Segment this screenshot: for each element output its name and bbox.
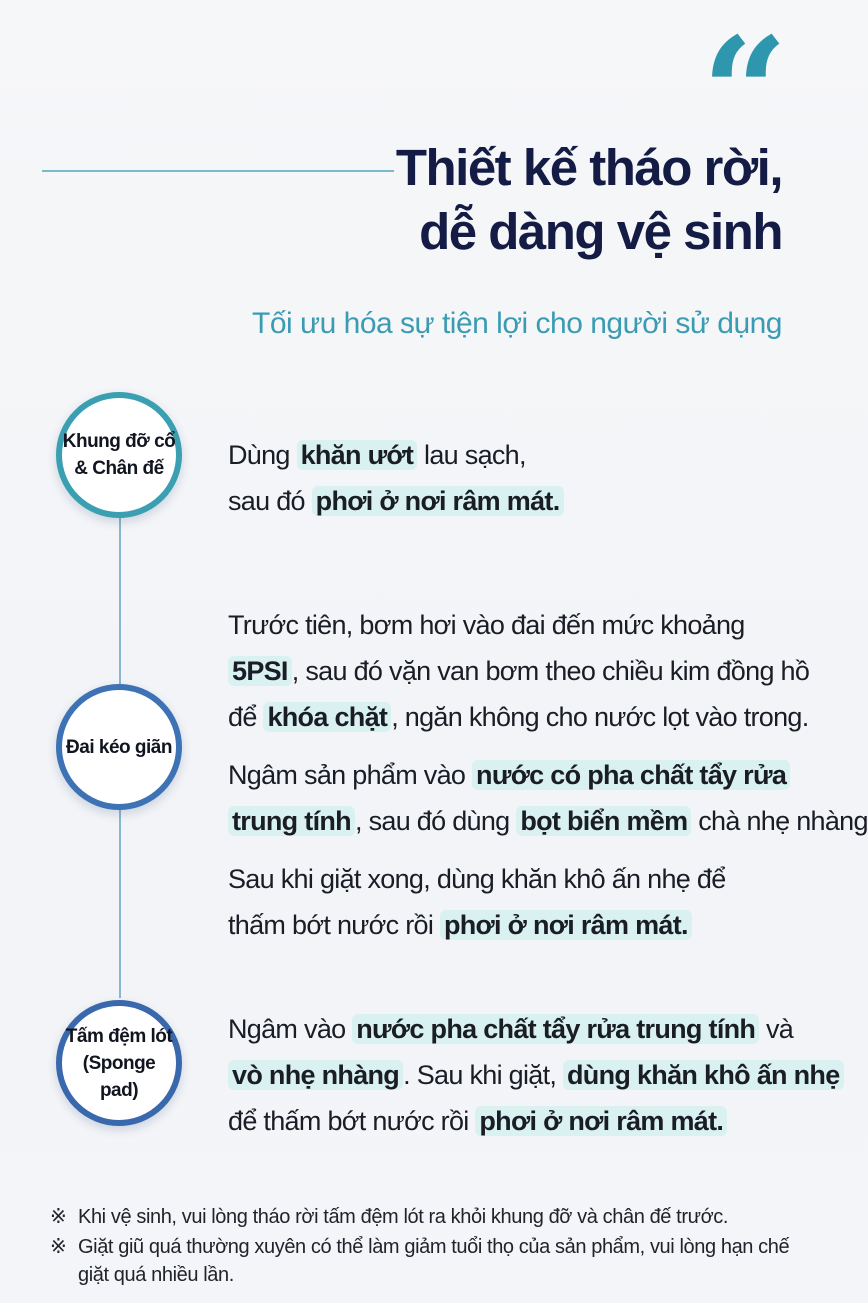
footnotes bbox=[50, 1203, 800, 1291]
header-divider bbox=[42, 170, 394, 172]
highlight-text: khóa chặt bbox=[263, 702, 391, 732]
highlight-text: phơi ở nơi râm mát. bbox=[475, 1106, 727, 1136]
instruction-text: thấm bớt nước rồi bbox=[228, 910, 440, 940]
highlight-text: dùng khăn khô ấn nhẹ bbox=[563, 1060, 844, 1090]
highlight-text: khăn ướt bbox=[297, 440, 418, 470]
highlight-text: nước pha chất tẩy rửa trung tính bbox=[352, 1014, 759, 1044]
instruction-sponge-pad bbox=[228, 1006, 844, 1144]
part-circle-strap bbox=[56, 684, 182, 810]
reference-mark-icon: ※ bbox=[50, 1206, 67, 1228]
highlight-text: 5PSI bbox=[228, 656, 292, 686]
instruction-text: , sau đó vặn van bơm theo chiều kim đồng hồ bbox=[291, 656, 810, 686]
footnote-item bbox=[50, 1233, 800, 1289]
instruction-text: Ngâm vào bbox=[228, 1014, 353, 1044]
instruction-strap-inflate bbox=[228, 602, 809, 740]
part-circle-frame-base bbox=[56, 392, 182, 518]
instruction-text: để bbox=[228, 702, 264, 732]
instruction-text: Sau khi giặt xong, dùng khăn khô ấn nhẹ để bbox=[228, 864, 726, 894]
part-label-line: Khung đỡ cổ bbox=[62, 431, 176, 452]
instruction-frame-base bbox=[228, 432, 564, 524]
instruction-text: Ngâm sản phẩm vào bbox=[228, 760, 473, 790]
instruction-text: Dùng bbox=[228, 440, 297, 470]
part-circle-sponge-pad bbox=[56, 1000, 182, 1126]
page-title bbox=[362, 136, 782, 264]
highlight-text: trung tính bbox=[228, 806, 355, 836]
part-label-line: Đai kéo giãn bbox=[66, 736, 172, 758]
footnote-text: Khi vệ sinh, vui lòng tháo rời tấm đệm lót ra khỏi khung đỡ và chân đế trước. bbox=[78, 1206, 729, 1228]
instruction-text: chà nhẹ nhàng bbox=[691, 806, 868, 836]
highlight-text: nước có pha chất tẩy rửa bbox=[472, 760, 790, 790]
reference-mark-icon: ※ bbox=[50, 1236, 67, 1258]
highlight-text: phơi ở nơi râm mát. bbox=[312, 486, 564, 516]
instruction-text: sau đó bbox=[228, 486, 312, 516]
part-label-line: & Chân đế bbox=[74, 458, 164, 479]
instruction-text: để thấm bớt nước rồi bbox=[228, 1106, 476, 1136]
page-subtitle: Tối ưu hóa sự tiện lợi cho người sử dụng bbox=[252, 307, 782, 340]
highlight-text: vò nhẹ nhàng bbox=[228, 1060, 403, 1090]
title-line-2: dễ dàng vệ sinh bbox=[419, 203, 782, 260]
instruction-text: , sau đó dùng bbox=[354, 806, 517, 836]
instruction-text: Trước tiên, bơm hơi vào đai đến mức khoảng bbox=[228, 610, 745, 640]
footnote-text: Giặt giũ quá thường xuyên có thể làm giảm tuổi thọ của sản phẩm, vui lòng hạn chế giặt quá nhiều lần. bbox=[78, 1236, 790, 1286]
highlight-text: phơi ở nơi râm mát. bbox=[440, 910, 692, 940]
part-label-line: (Sponge pad) bbox=[82, 1052, 156, 1101]
part-label-line: Tấm đệm lót bbox=[65, 1025, 173, 1047]
highlight-text: bọt biển mềm bbox=[516, 806, 691, 836]
instruction-text: . Sau khi giặt, bbox=[403, 1060, 564, 1090]
instruction-text: lau sạch, bbox=[417, 440, 526, 470]
instruction-text: , ngăn không cho nước lọt vào trong. bbox=[391, 702, 809, 732]
instruction-text: và bbox=[759, 1014, 794, 1044]
instruction-strap-wash bbox=[228, 752, 868, 844]
instruction-strap-dry bbox=[228, 856, 726, 948]
footnote-item bbox=[50, 1203, 800, 1231]
title-line-1: Thiết kế tháo rời, bbox=[395, 139, 782, 196]
quote-icon: “ bbox=[701, 5, 776, 181]
